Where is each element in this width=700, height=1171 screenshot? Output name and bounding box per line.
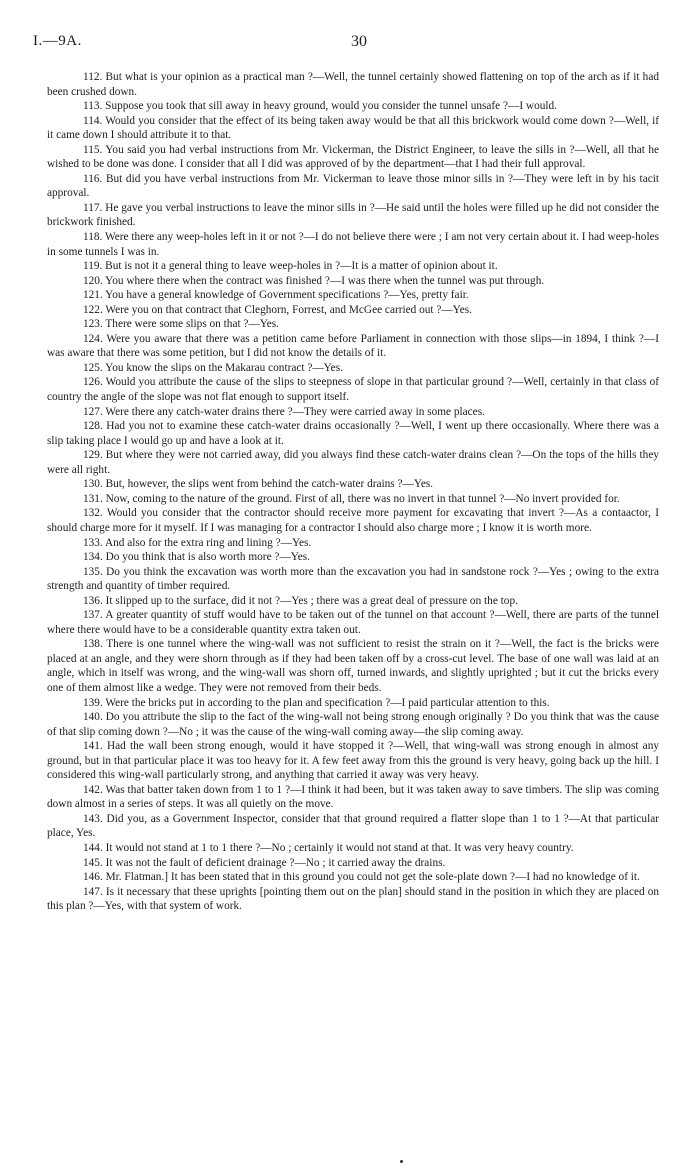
paragraph-130: 130. But, however, the slips went from behind the catch-water drains ?—Yes. [83, 478, 434, 491]
paragraph-141: 141. Had the wall been strong enough, would it have stopped it ?—Well, that wing-wall was strong enough in almost any ground, but in that particular place it was too heavy for it. A few feet away from this the ground is very heavy, going back up the hill. I considered this wing-wall particularly strong, and anything that carried it away was very heavy. [47, 740, 659, 782]
paragraph-132: 132. Would you consider that the contractor should receive more payment for excavating that invert ?—As a contaactor, I should charge more for it myself. If I was managing for a contractor I should also charge more ; I know it is worth more. [47, 507, 659, 534]
paragraph-128: 128. Had you not to examine these catch-water drains occasionally ?—Well, I went up there occasionally. Where there was a slip taking place I would go up and have a look at it. [47, 420, 659, 447]
paragraph-137: 137. A greater quantity of stuff would have to be taken out of the tunnel on that account ?—Well, there are parts of the tunnel where there would have to be a considerable quantity extra taken out. [47, 609, 659, 636]
page-header [33, 33, 660, 55]
paragraph-126: 126. Would you attribute the cause of the slips to steepness of slope in that particular ground ?—Well, certainly in that class of country the angle of the slope was not flat enough to support itself. [47, 376, 659, 404]
paragraph-113: 113. Suppose you took that sill away in heavy ground, would you consider the tunnel unsafe ?—I would. [83, 100, 557, 113]
paragraph-136: 136. It slipped up to the surface, did it not ?—Yes ; there was a great deal of pressure on the top. [83, 594, 518, 607]
transcript-body [47, 70, 659, 914]
paragraph-145: 145. It was not the fault of deficient drainage ?—No ; it carried away the drains. [83, 856, 446, 869]
paragraph-139: 139. Were the bricks put in according to the plan and specification ?—I paid particular attention to this. [83, 696, 550, 709]
document-reference: I.—9A. [33, 33, 82, 49]
paragraph-119: 119. But is not it a general thing to leave weep-holes in ?—It is a matter of opinion about it. [83, 260, 498, 273]
paragraph-138: 138. There is one tunnel where the wing-wall was not sufficient to resist the strain on it ?—Well, the fact is the bricks were placed at an angle, and they were shorn through as if they had been taken off by a cross-cut level. The base of one wall was laid at an angle, which in itself was wrong, and the wing-wall was shorn off, turned inwards, and slightly uprighted ; but it cut the bricks every one of them almost like a wedge. They were not removed from their beds. [47, 638, 659, 694]
paragraph-144: 144. It would not stand at 1 to 1 there ?—No ; certainly it would not stand at that. It was very heavy country. [83, 841, 574, 854]
paragraph-125: 125. You know the slips on the Makarau contract ?—Yes. [83, 361, 343, 374]
paragraph-146: 146. Mr. Flatman.] It has been stated that in this ground you could not get the sole-plate down ?—I had no knowledge of it. [83, 871, 640, 884]
paragraph-140: 140. Do you attribute the slip to the fact of the wing-wall not being strong enough originally ? Do you think that was the cause of that slip coming down ?—No ; it was the cause of the wing-wall coming away—the slip coming away. [47, 711, 659, 738]
paragraph-112: 112. But what is your opinion as a practical man ?—Well, the tunnel certainly showed flattening on top of the arch as if it had been crushed down. [47, 71, 659, 98]
paragraph-142: 142. Was that batter taken down from 1 to 1 ?—I think it had been, but it was taken away to save timbers. The slip was coming down almost in a series of steps. It was all quietly on the move. [47, 783, 659, 811]
paragraph-120: 120. You where there when the contract was finished ?—I was there when the tunnel was put through. [83, 274, 545, 287]
paragraph-124: 124. Were you aware that there was a petition came before Parliament in connection with those slips—in 1894, I think ?—I was aware that there was some petition, but I did not know the details of it. [47, 332, 659, 360]
paragraph-127: 127. Were there any catch-water drains there ?—They were carried away in some places. [83, 405, 485, 418]
paragraph-114: 114. Would you consider that the effect of its being taken away would be that all this brickwork would come down ?—Well, if it came down I should attribute it to that. [47, 114, 659, 142]
paragraph-134: 134. Do you think that is also worth more ?—Yes. [83, 551, 310, 564]
paragraph-131: 131. Now, coming to the nature of the ground. First of all, there was no invert in that tunnel ?—No invert provided for. [83, 492, 620, 505]
paragraph-123: 123. There were some slips on that ?—Yes. [83, 318, 279, 331]
paragraph-133: 133. And also for the extra ring and lining ?—Yes. [83, 536, 312, 549]
paragraph-122: 122. Were you on that contract that Cleghorn, Forrest, and McGee carried out ?—Yes. [83, 303, 472, 316]
paragraph-117: 117. He gave you verbal instructions to leave the minor sills in ?—He said until the holes were filled up he did not consider the brickwork finished. [47, 201, 659, 229]
page-number: 30 [351, 33, 367, 50]
paragraph-143: 143. Did you, as a Government Inspector, consider that that ground required a flatter slope than 1 to 1 ?—At that particular place, Yes. [47, 812, 659, 840]
paragraph-115: 115. You said you had verbal instructions from Mr. Vickerman, the District Engineer, to leave the sills in ?—Well, all that he wished to be done was done. I consider that all I did was approved of by the department—that I had their full approval. [47, 143, 659, 171]
paragraph-116: 116. But did you have verbal instructions from Mr. Vickerman to leave those minor sills in ?—They were left in by his tacit approval. [47, 172, 659, 200]
paragraph-118: 118. Were there any weep-holes left in it or not ?—I do not believe there were ; I am not very certain about it. I had weep-holes in some tunnels I was in. [47, 231, 659, 258]
paragraph-147: 147. Is it necessary that these uprights [pointing them out on the plan] should stand in the position in which they are placed on this plan ?—Yes, with that system of work. [47, 885, 659, 913]
paragraph-135: 135. Do you think the excavation was worth more than the excavation you had in sandstone rock ?—Yes ; owing to the extra strength and quantity of timber required. [47, 565, 659, 593]
paragraph-121: 121. You have a general knowledge of Government specifications ?—Yes, pretty fair. [83, 289, 469, 302]
paragraph-129: 129. But where they were not carried away, did you always find these catch-water drains clean ?—On the tops of the hills they were all right. [47, 449, 659, 476]
print-speck [400, 1160, 403, 1163]
